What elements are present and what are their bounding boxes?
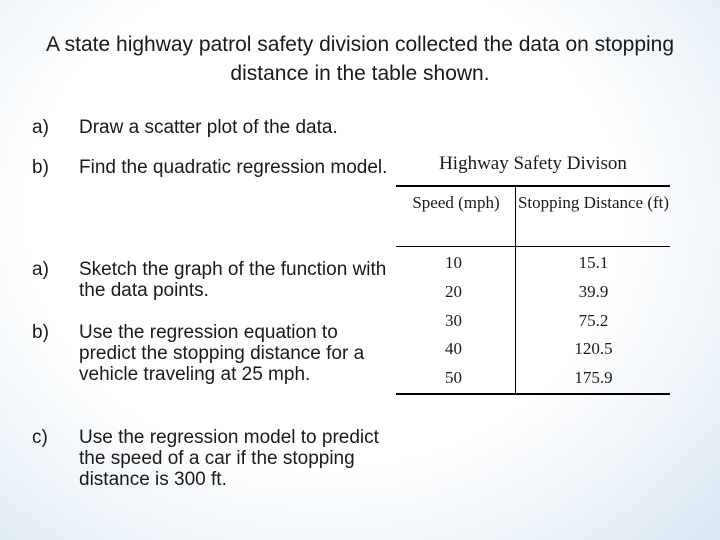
- table-cell-speed: 10: [445, 253, 462, 272]
- slide-title: A state highway patrol safety division collected the data on stopping distance in the table shown.: [45, 33, 675, 85]
- table-top-rule: [396, 185, 670, 187]
- table-cell-distance: 15.1: [578, 253, 609, 272]
- task-text: Use the regression model to predict the speed of a car if the stopping distance is 300 ft.: [79, 427, 379, 490]
- table-column-divider: [515, 186, 516, 394]
- task-marker: a): [32, 259, 49, 280]
- task-marker: b): [32, 157, 49, 178]
- task-text: Draw a scatter plot of the data.: [79, 117, 338, 138]
- table-cell-speed: 40: [445, 339, 462, 358]
- task-text: Find the quadratic regression model.: [79, 157, 388, 178]
- task-text: Sketch the graph of the function with the data points.: [79, 259, 387, 301]
- table-header-rule: [396, 246, 670, 247]
- task-text: Use the regression equation to predict the stopping distance for a vehicle traveling at 25 mph.: [79, 322, 365, 385]
- task-marker: a): [32, 117, 49, 138]
- task-marker: c): [32, 427, 48, 448]
- table-bottom-rule: [396, 393, 670, 395]
- column-header-speed: Speed (mph): [412, 193, 500, 212]
- task-marker: b): [32, 322, 49, 343]
- table-cell-distance: 120.5: [574, 339, 613, 358]
- table-cell-speed: 30: [445, 311, 462, 330]
- table-title: Highway Safety Divison: [439, 153, 627, 174]
- table-cell-distance: 75.2: [578, 311, 609, 330]
- table-cell-speed: 50: [445, 368, 462, 387]
- table-cell-speed: 20: [445, 282, 462, 301]
- table-cell-distance: 175.9: [574, 368, 613, 387]
- column-header-distance: Stopping Distance (ft): [517, 193, 670, 212]
- table-cell-distance: 39.9: [578, 282, 609, 301]
